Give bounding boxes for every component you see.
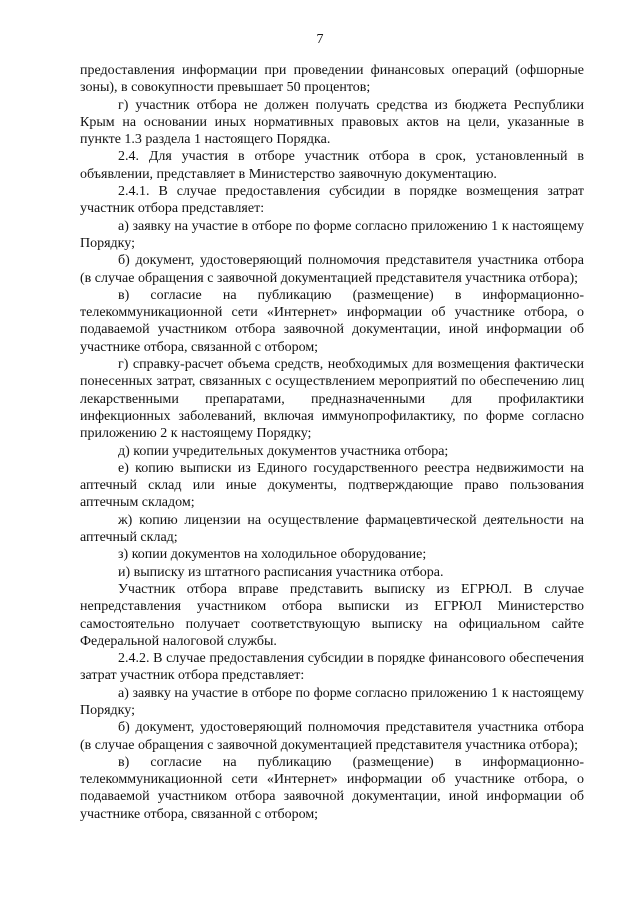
document-paragraph: з) копии документов на холодильное оборудование; xyxy=(118,547,427,563)
document-paragraph: д) копии учредительных документов участника отбора; xyxy=(118,443,449,459)
document-paragraph: а) заявку на участие в отборе по форме согласно приложению 1 к настоящему Порядку; xyxy=(80,685,584,718)
document-paragraph: в) согласие на публикацию (размещение) в информационно-телекоммуникационной сети «Интернет» информации об участнике отбора, о подаваемой участником отбора заявочной документации, иной информации об участнике отбора, связанной с отбором; xyxy=(80,754,584,822)
document-body xyxy=(80,62,584,823)
document-paragraph: 2.4. Для участия в отборе участник отбора в срок, установленный в объявлении, представляет в Министерство заявочную документацию. xyxy=(80,149,584,182)
document-paragraph: е) копию выписки из Единого государственного реестра недвижимости на аптечный склад или иные документы, подтверждающие право пользования аптечным складом; xyxy=(80,460,584,511)
document-paragraph: г) участник отбора не должен получать средства из бюджета Республики Крым на основании иных нормативных правовых актов на цели, указанные в пункте 1.3 раздела 1 настоящего Порядка. xyxy=(80,97,584,148)
document-paragraph: б) документ, удостоверяющий полномочия представителя участника отбора (в случае обращения с заявочной документацией представителя участника отбора); xyxy=(80,253,584,286)
document-paragraph: в) согласие на публикацию (размещение) в информационно-телекоммуникационной сети «Интернет» информации об участнике отбора, о подаваемой участником отбора заявочной документации, иной информации об участнике отбора, связанной с отбором; xyxy=(80,287,584,355)
document-paragraph: предоставления информации при проведении финансовых операций (офшорные зоны), в совокупности превышает 50 процентов; xyxy=(80,63,584,96)
document-paragraph: б) документ, удостоверяющий полномочия представителя участника отбора (в случае обращения с заявочной документацией представителя участника отбора); xyxy=(80,720,584,753)
document-paragraph: 2.4.1. В случае предоставления субсидии в порядке возмещения затрат участник отбора представляет: xyxy=(80,184,584,217)
document-paragraph: и) выписку из штатного расписания участника отбора. xyxy=(118,564,444,580)
document-paragraph: а) заявку на участие в отборе по форме согласно приложению 1 к настоящему Порядку; xyxy=(80,218,584,251)
document-paragraph: Участник отбора вправе представить выписку из ЕГРЮЛ. В случае непредставления участником отбора выписки из ЕГРЮЛ Министерство самостоятельно получает соответствующую выписку на официальном сайте Федеральной налоговой службы. xyxy=(80,581,584,649)
document-paragraph: ж) копию лицензии на осуществление фармацевтической деятельности на аптечный склад; xyxy=(80,512,584,546)
document-paragraph: 2.4.2. В случае предоставления субсидии в порядке финансового обеспечения затрат участник отбора представляет: xyxy=(80,651,584,684)
page-number: 7 xyxy=(316,32,324,47)
document-paragraph: г) справку-расчет объема средств, необходимых для возмещения фактически понесенных затрат, связанных с осуществлением мероприятий по обеспечению лиц лекарственными препаратами, предназначенными для профилактики инфекционных заболеваний, включая иммунопрофилактику, по форме согласно приложению 2 к настоящему Порядку; xyxy=(80,357,584,442)
